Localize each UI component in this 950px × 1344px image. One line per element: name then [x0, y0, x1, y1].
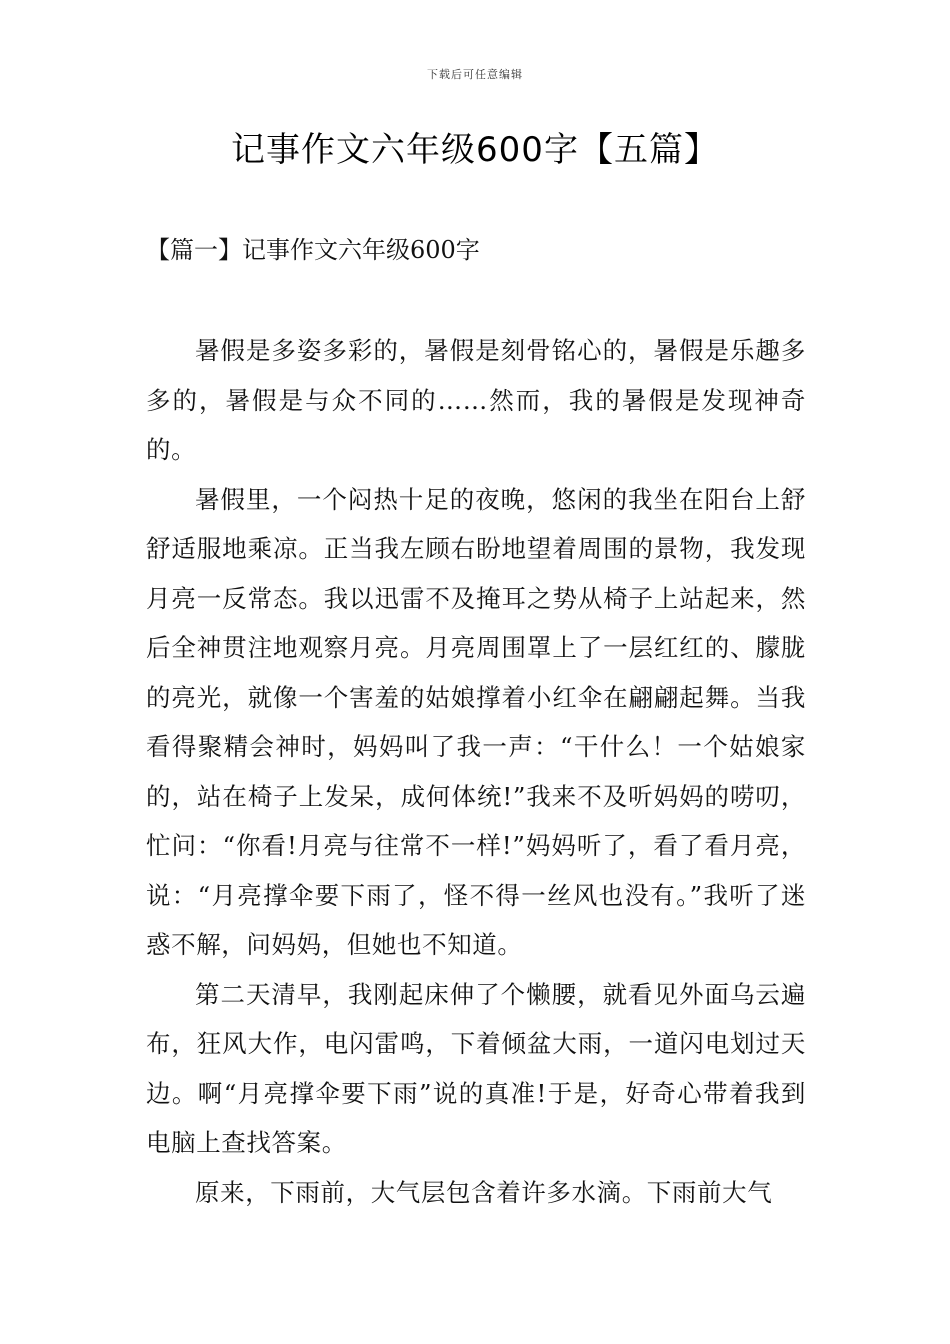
section-heading: 【篇一】记事作文六年级600字 — [146, 236, 480, 264]
document-title: 记事作文六年级600字【五篇】 — [231, 130, 719, 170]
paragraph: 暑假是多姿多彩的，暑假是刻骨铭心的，暑假是乐趣多多的，暑假是与众不同的……然而，我的暑假是发现神奇的。 — [146, 336, 806, 464]
header-note: 下载后可任意编辑 — [427, 68, 523, 81]
paragraph: 原来，下雨前，大气层包含着许多水滴。下雨前大气 — [195, 1177, 773, 1207]
paragraph: 暑假里，一个闷热十足的夜晚，悠闲的我坐在阳台上舒舒适服地乘凉。正当我左顾右盼地望着周围的景物，我发现月亮一反常态。我以迅雷不及掩耳之势从椅子上站起来，然后全神贯注地观察月亮。月亮周围罩上了一层红红的、朦胧的亮光，就像一个害羞的姑娘撑着小红伞在翩翩起舞。当我看得聚精会神时，妈妈叫了我一声：“干什么！一个姑娘家的，站在椅子上发呆，成何体统!”我来不及听妈妈的唠叨，忙问：“你看!月亮与往常不一样!”妈妈听了，看了看月亮，说：“月亮撑伞要下雨了，怪不得一丝风也没有。”我听了迷惑不解，问妈妈，但她也不知道。 — [146, 484, 806, 959]
article-body — [146, 326, 806, 1217]
paragraph: 第二天清早，我刚起床伸了个懒腰，就看见外面乌云遍布，狂风大作，电闪雷鸣，下着倾盆大雨，一道闪电划过天边。啊“月亮撑伞要下雨”说的真准!于是，好奇心带着我到电脑上查找答案。 — [146, 979, 806, 1157]
